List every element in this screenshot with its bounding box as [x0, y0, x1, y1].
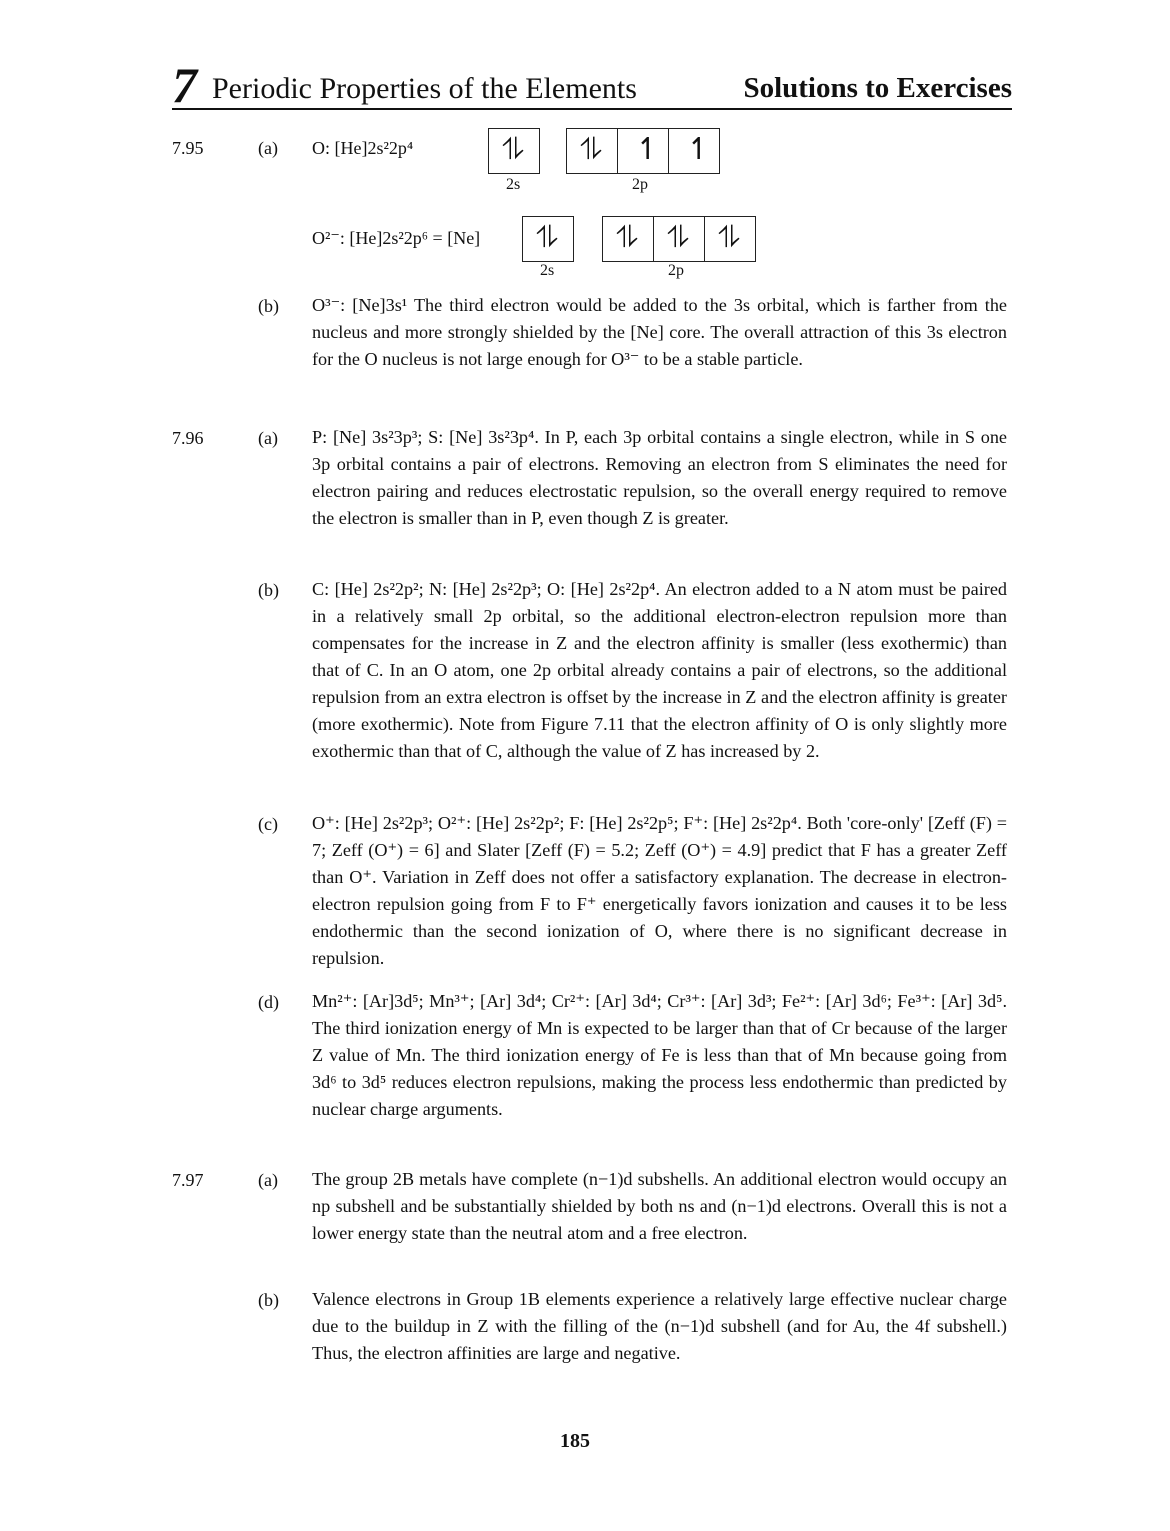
answer-paragraph: The group 2B metals have complete (n−1)d subshells. An additional electron would occupy an np subshell and be substantially shielded by both ns and (n−1)d electrons. Overall this is not a lower energy state than the neutral atom and a free electron. — [312, 1169, 1007, 1243]
part-label: (a) — [258, 1170, 278, 1190]
o-configuration: O: [He]2s²2p⁴ — [312, 138, 414, 158]
answer-paragraph: O⁺: [He] 2s²2p³; O²⁺: [He] 2s²2p²; F: [He] 2s²2p⁵; F⁺: [He] 2s²2p⁴. Both 'core-only' [Zeff (F) = 7; Zeff (O⁺) = 6] and Slater [Zeff (F) = 5.2; Zeff (O⁺) = 4.9] predict that F has a greater Zeff than O⁺. Variation in Zeff does not offer a satisfactory explanation. The decrease in electron-electron repulsion going from F to F⁺ energetically favors ionization and causes it to be less endothermic than the second ionization of O, where there is no significant decrease in repulsion. — [312, 813, 1007, 968]
orbital-box-2p — [566, 128, 720, 174]
chapter-title: Periodic Properties of the Elements — [212, 72, 637, 105]
paired-electrons-icon: ⥮ — [616, 220, 638, 255]
paired-electrons-icon: ⥮ — [502, 132, 524, 167]
orbital-box-2s — [488, 128, 540, 174]
exercise-number: 7.96 — [172, 428, 204, 448]
orbital-label-2p: 2p — [632, 176, 648, 193]
chapter-number: 7 — [172, 57, 197, 113]
part-label: (a) — [258, 428, 278, 448]
answer-paragraph: C: [He] 2s²2p²; N: [He] 2s²2p³; O: [He] 2s²2p⁴. An electron added to a N atom must be paired in a relatively small 2p orbital, so the additional electron-electron repulsion more than compensates for the increase in Z and the electron affinity is smaller (less exothermic) than that of C. In an O atom, one 2p orbital already contains a pair of electrons, so the additional repulsion from an extra electron is offset by the increase in Z and the electron affinity is greater (more exothermic). Note from Figure 7.11 that the electron affinity of O is only slightly more exothermic than that of C, although the value of Z has increased by 2. — [312, 579, 1007, 761]
orbital-label-2s: 2s — [506, 176, 521, 193]
paired-electrons-icon: ⥮ — [580, 132, 602, 167]
part-label: (a) — [258, 138, 278, 158]
part-label: (b) — [258, 580, 279, 600]
section-title: Solutions to Exercises — [743, 72, 1012, 104]
page-number: 185 — [560, 1430, 590, 1452]
answer-paragraph: O³⁻: [Ne]3s¹ The third electron would be added to the 3s orbital, which is farther from the nucleus and more strongly shielded by the [Ne] core. The overall attraction of this 3s electron for the O nucleus is not large enough for O³⁻ to be a stable particle. — [312, 295, 1007, 369]
orbital-box-2s — [522, 216, 574, 262]
part-label: (d) — [258, 992, 279, 1012]
part-label: (c) — [258, 814, 278, 834]
exercise-number: 7.97 — [172, 1170, 204, 1190]
paired-electrons-icon: ⥮ — [536, 220, 558, 255]
answer-paragraph: Mn²⁺: [Ar]3d⁵; Mn³⁺; [Ar] 3d⁴; Cr²⁺: [Ar] 3d⁴; Cr³⁺: [Ar] 3d³; Fe²⁺: [Ar] 3d⁶; Fe³⁺: [Ar] 3d⁵. The third ionization energy of Mn is expected to be larger than that of Cr because of the larger Z value of Mn. The third ionization energy of Fe is less than that of Mn because going from 3d⁶ to 3d⁵ reduces electron repulsions, making the process less endothermic than predicted by nuclear charge arguments. — [312, 991, 1007, 1119]
orbital-label-2p: 2p — [668, 262, 684, 279]
part-label: (b) — [258, 296, 279, 316]
paired-electrons-icon: ⥮ — [667, 220, 689, 255]
orbital-box-2p — [602, 216, 756, 262]
answer-paragraph: Valence electrons in Group 1B elements experience a relatively large effective nuclear charge due to the buildup in Z with the filling of the (n−1)d subshell (and for Au, the 4f subshell.) Thus, the electron affinities are large and negative. — [312, 1289, 1007, 1363]
o2-configuration: O²⁻: [He]2s²2p⁶ = [Ne] — [312, 228, 481, 248]
answer-paragraph: P: [Ne] 3s²3p³; S: [Ne] 3s²3p⁴. In P, each 3p orbital contains a single electron, while in S one 3p orbital contains a pair of electrons. Removing an electron from S eliminates the need for electron pairing and reduces electrostatic repulsion, so the overall energy required to remove the electron is smaller than in P, even though Z is greater. — [312, 427, 1007, 528]
single-electron-icon: ↿ — [686, 132, 712, 167]
part-label: (b) — [258, 1290, 279, 1310]
single-electron-icon: ↿ — [635, 132, 661, 167]
page-header — [172, 57, 1012, 113]
exercise-number: 7.95 — [172, 138, 204, 158]
paired-electrons-icon: ⥮ — [718, 220, 740, 255]
orbital-label-2s: 2s — [540, 262, 555, 279]
